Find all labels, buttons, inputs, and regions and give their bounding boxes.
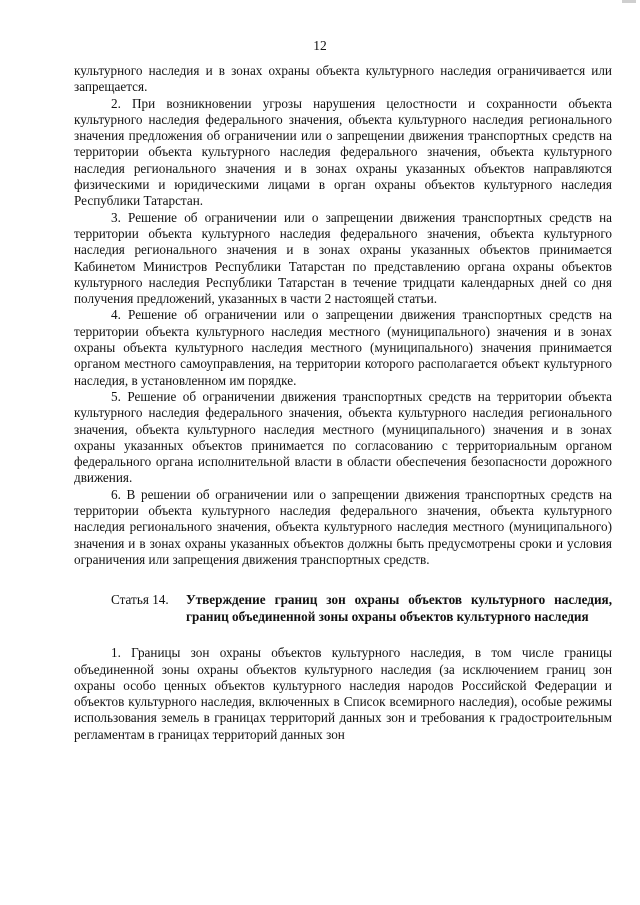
- paragraph-continuation: культурного наследия и в зонах охраны объекта культурного наследия ограничивается или запрещается.: [74, 63, 612, 95]
- article-label: Статья 14.: [111, 592, 169, 608]
- document-body: [74, 63, 612, 743]
- paragraph-5: 5. Решение об ограничении движения транспортных средств на территории объекта культурного наследия федерального значения, объекта культурного наследия регионального значения, объекта культурного наследия местного (муниципального) значения и в зонах охраны указанных объектов принимается по согласованию с территориальным органом федерального органа исполнительной власти в области обеспечения безопасности дорожного движения.: [74, 388, 612, 486]
- article-heading: [74, 592, 612, 625]
- scan-artifact: [622, 0, 636, 3]
- article-14-paragraph-1: 1. Границы зон охраны объектов культурного наследия, в том числе границы объединенной зоны охраны объектов культурного наследия (за исключением границ зон охраны особо ценных объектов культурного наследия народов Российской Федерации и объектов культурного наследия, включенных в Список всемирного наследия), особые режимы использования земель в границах территорий данных зон и требования к градостроительным регламентам в границах территорий данных зон: [74, 645, 612, 742]
- paragraph-3: 3. Решение об ограничении или о запрещении движения транспортных средств на территории объекта культурного наследия федерального значения, объекта культурного наследия регионального значения и в зонах охраны указанных объектов принимается Кабинетом Министров Республики Татарстан по представлению органа охраны объектов культурного наследия Республики Татарстан в течение тридцати календарных дней со дня получения предложений, указанных в части 2 настоящей статьи.: [74, 209, 612, 307]
- page-number: 12: [313, 38, 327, 53]
- paragraph-2: 2. При возникновении угрозы нарушения целостности и сохранности объекта культурного наследия федерального значения, объекта культурного наследия регионального значения предложения об ограничении или о запрещении движения транспортных средств на территории объекта культурного наследия федерального значения, объекта культурного наследия регионального значения и в зонах охраны указанных объектов направляются физическими и юридическими лицами в орган охраны объектов культурного наследия Республики Татарстан.: [74, 95, 612, 209]
- article-title: Утверждение границ зон охраны объектов культурного наследия, границ объединенной зоны охраны объектов культурного наследия: [186, 592, 612, 624]
- paragraph-4: 4. Решение об ограничении или о запрещении движения транспортных средств на территории объекта культурного наследия местного (муниципального) значения и в зонах охраны объекта культурного наследия местного (муниципального) значения принимается органом местного самоуправления, на территории которого располагается объект культурного наследия, в установленном им порядке.: [74, 307, 612, 388]
- paragraph-6: 6. В решении об ограничении или о запрещении движения транспортных средств на территории объекта культурного наследия федерального значения, объекта культурного наследия регионального значения, объекта культурного наследия местного (муниципального) значения и в зонах охраны указанных объектов должны быть предусмотрены сроки и условия ограничения или запрещения движения транспортных средств.: [74, 486, 612, 567]
